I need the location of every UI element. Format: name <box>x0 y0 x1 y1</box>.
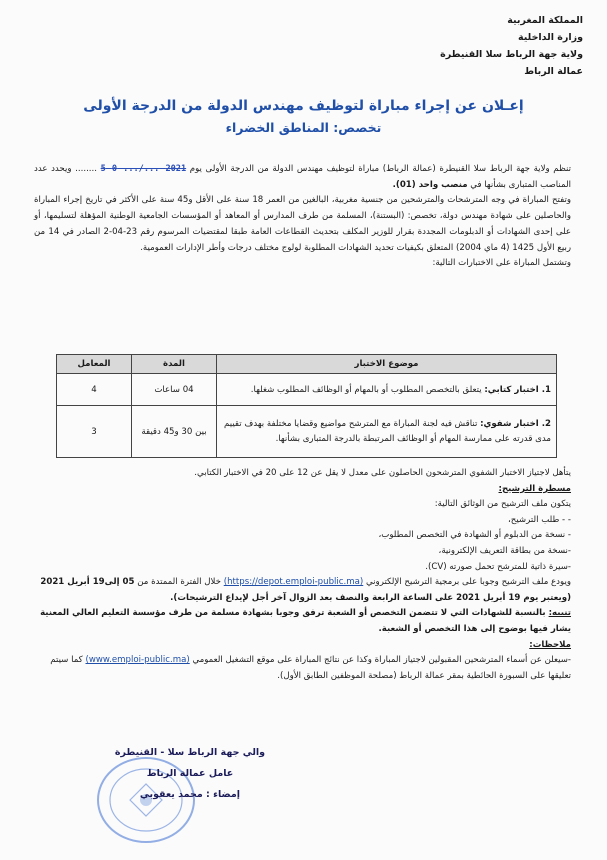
deposit-paragraph: ويودع ملف الترشيح وجوبا على برمجية الترشيح الإلكتروني (https://depot.emploi-public.ma) خلال الفترة الممتدة من 05 إلى19 أبريل 2021 (ويعتبر يوم 19 أبريل 2021 على الساعة الرابعة والنصف بعد الزوال آخر أجل لإيداع الترشيحات). <box>40 577 571 603</box>
candidacy-intro: يتكون ملف الترشيح من الوثائق التالية: <box>434 499 571 510</box>
header-duration: المدة <box>132 355 217 374</box>
handwritten-date: 2021 .../... 0 5 <box>100 164 187 174</box>
positions-count: منصب واحد (01). <box>392 179 468 190</box>
list-item: -نسخة من بطاقة التعريف الإلكترونية، <box>438 545 571 556</box>
intro-paragraph-1: تنظم ولاية جهة الرباط سلا القنيطرة (عمالة الرباط) مباراة لتوظيف مهندس الدولة من الدرجة الأولى يوم 2021 .../... 0 5 ........ ويحدد عدد المناصب المتبارى بشأنها في منصب واحد (01). <box>34 164 571 190</box>
announcement-subtitle: تخصص: المناطق الخضراء <box>225 120 382 135</box>
letterhead-prefecture: عمالة الرباط <box>524 66 583 77</box>
letterhead <box>440 12 583 80</box>
intro-paragraph-2: وتفتح المباراة في وجه المترشحات والمترشحين من جنسية مغربية، البالغين من العمر 18 سنة على الأقل و45 سنة على الأكثر في تاريخ إجراء المباراة والحاصلين على شهادة مهندس دولة، تخصص: (البستنة)، المسلمة من طرف المدارس أو المعاهد أو المؤسسات الجامعية الوطنية المؤهلة لتسليمها، أو على إحدى الشهادات أو الدبلومات المجددة بقرار للوزير المكلف بتحديث القطاعات العامة طبقا لمقتضيات المرسوم رقم 23-04-2 الصادر في 14 من ربيع الأول 1425 (4 ماي 2004) المتعلق بكيفيات تحديد الشهادات المطلوبة لولوج مختلف درجات وأطر الإدارات العمومية. <box>34 195 571 253</box>
announcement-title: إعـلان عن إجراء مباراة لتوظيف مهندس الدولة من الدرجة الأولى <box>83 98 524 114</box>
exam-subject-cell: 2. اختبار شفوي: تناقش فيه لجنة المباراة مع المترشح مواضيع وقضايا مختلفة بهدف تقييم مدى قدرته على ممارسة المهام أو الوظائف المرتبطة بالدرجة المتبارى بشأنها. <box>217 406 557 458</box>
table-header-row <box>57 355 557 374</box>
candidacy-heading: مسطرة الترشيح: <box>498 483 571 494</box>
exam-coefficient-cell: 4 <box>57 374 132 406</box>
emploi-public-link[interactable]: (www.emploi-public.ma) <box>85 655 190 666</box>
letterhead-kingdom: المملكة المغربية <box>507 15 583 26</box>
notice-paragraph: تنبيه: بالنسبة للشهادات التي لا تتضمن التخصص أو الشعبة ترفق وجوبا بشهادة مسلمة من طرف مؤسسة التعليم العالي المعنية يشار فيها بوضوح إلى هذا التخصص أو الشعبة. <box>40 608 571 634</box>
intro-paragraph-3: وتشتمل المباراة على الاختبارات التالية: <box>432 258 571 269</box>
exam-duration-cell: 04 ساعات <box>132 374 217 406</box>
header-subject: موضوع الاختبار <box>217 355 557 374</box>
intro-section <box>34 162 571 272</box>
table-row <box>57 406 557 458</box>
remarks-paragraph: -سيعلن عن أسماء المترشحين المقبولين لاجتياز المباراة وكذا عن نتائج المباراة على موقع التشغيل العمومي (www.emploi-public.ma) كما سيتم تعليقها على السبورة الحائطية بمقر عمالة الرباط (مصلحة الموظفين الطابق الأول). <box>50 655 571 681</box>
signature-name: إمضاء : محمد يعقوبي <box>139 789 241 800</box>
signature-title: والي جهة الرباط سلا - القنيطرة <box>114 747 266 758</box>
list-item: - نسخة من الدبلوم أو الشهادة في التخصص المطلوب، <box>378 530 571 541</box>
notice-label: تنبيه: <box>548 608 571 619</box>
list-item: - - طلب الترشيح، <box>508 514 571 525</box>
letterhead-ministry: وزارة الداخلية <box>518 32 583 43</box>
exams-table <box>56 354 557 458</box>
exam-duration-cell: بين 30 و45 دقيقة <box>132 406 217 458</box>
depot-link[interactable]: (https://depot.emploi-public.ma) <box>223 577 364 588</box>
exam-coefficient-cell: 3 <box>57 406 132 458</box>
table-row <box>57 374 557 406</box>
letterhead-wilaya: ولاية جهة الرباط سلا القنيطرة <box>440 49 583 60</box>
deposit-period: 05 إلى19 أبريل 2021 (ويعتبر يوم 19 أبريل 2021 على الساعة الرابعة والنصف بعد الزوال آخر أجل لإيداع الترشيحات). <box>40 577 571 603</box>
remarks-heading: ملاحظات: <box>529 639 571 650</box>
procedure-section <box>34 466 571 684</box>
signature-block <box>100 742 280 805</box>
header-coefficient: المعامل <box>57 355 132 374</box>
signature-subtitle: عامل عمالة الرباط <box>146 768 234 779</box>
list-item: -سيرة ذاتية للمترشح تحمل صورته (CV). <box>425 561 571 572</box>
exam-subject-cell: 1. اختبار كتابي: يتعلق بالتخصص المطلوب أو بالمهام أو الوظائف المطلوب شغلها. <box>217 374 557 406</box>
qualification-note: يتأهل لاجتياز الاختبار الشفوي المترشحون الحاصلون على معدل لا يقل عن 12 على 20 في الاختبار الكتابي. <box>194 468 571 478</box>
